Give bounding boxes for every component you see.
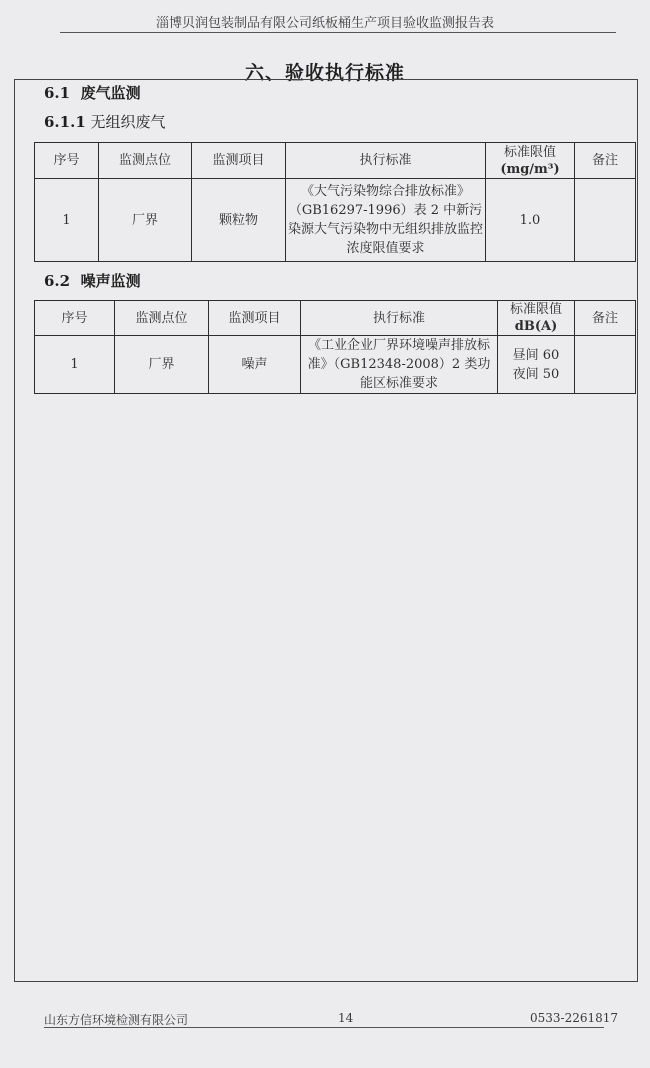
col-header-remark: 备注 — [575, 143, 636, 179]
table-header-row — [35, 143, 636, 179]
col-header-no: 序号 — [35, 301, 115, 336]
cell-no: 1 — [35, 179, 99, 262]
heading-noise-label: 噪声监测 — [80, 272, 141, 290]
col-header-standard: 执行标准 — [286, 143, 486, 179]
subheading-fugitive-gas — [44, 111, 166, 132]
col-header-remark: 备注 — [575, 301, 636, 336]
subheading-label: 无组织废气 — [90, 113, 166, 131]
cell-limit — [498, 336, 575, 394]
table-row — [35, 336, 636, 394]
limit-night: 夜间 50 — [512, 366, 560, 382]
noise-table — [34, 300, 636, 394]
report-header: 淄博贝润包装制品有限公司纸板桶生产项目验收监测报告表 — [155, 16, 494, 31]
col-header-limit — [486, 143, 575, 179]
cell-standard: 《工业企业厂界环境噪声排放标准》（GB12348-2008）2 类功能区标准要求 — [301, 336, 498, 394]
table-header-row — [35, 301, 636, 336]
col-header-location: 监测点位 — [115, 301, 209, 336]
col-header-limit-label: 标准限值 — [503, 144, 556, 160]
cell-remark — [575, 179, 636, 262]
cell-standard: 《大气污染物综合排放标准》（GB16297-1996）表 2 中新污染源大气污染物中无组织排放监控浓度限值要求 — [286, 179, 486, 262]
cell-item: 噪声 — [209, 336, 301, 394]
limit-day: 昼间 60 — [512, 347, 560, 363]
cell-no: 1 — [35, 336, 115, 394]
heading-waste-gas-num: 6.1 — [44, 84, 71, 102]
cell-remark — [575, 336, 636, 394]
col-header-item: 监测项目 — [209, 301, 301, 336]
col-header-limit — [498, 301, 575, 336]
waste-gas-table — [34, 142, 636, 262]
header-rule — [60, 32, 616, 33]
footer-rule — [44, 1027, 604, 1028]
cell-location: 厂界 — [99, 179, 192, 262]
cell-item: 颗粒物 — [192, 179, 286, 262]
heading-noise-num: 6.2 — [44, 272, 71, 290]
footer-company: 山东方信环境检测有限公司 — [44, 1013, 189, 1027]
cell-limit: 1.0 — [486, 179, 575, 262]
col-header-standard: 执行标准 — [301, 301, 498, 336]
col-header-limit-label: 标准限值 — [509, 302, 562, 317]
heading-noise — [44, 270, 141, 291]
heading-waste-gas-label: 废气监测 — [80, 84, 141, 102]
col-header-no: 序号 — [35, 143, 99, 179]
cell-location: 厂界 — [115, 336, 209, 394]
heading-waste-gas — [44, 82, 141, 103]
col-header-limit-unit: dB(A) — [514, 319, 558, 334]
subheading-num: 6.1.1 — [44, 113, 86, 131]
col-header-item: 监测项目 — [192, 143, 286, 179]
col-header-location: 监测点位 — [99, 143, 192, 179]
footer-page-number: 14 — [338, 1011, 354, 1025]
table-row — [35, 179, 636, 262]
col-header-limit-unit: (mg/m³) — [500, 161, 560, 177]
footer-phone: 0533-2261817 — [530, 1011, 619, 1025]
section-title: 六、验收执行标准 — [244, 62, 405, 84]
